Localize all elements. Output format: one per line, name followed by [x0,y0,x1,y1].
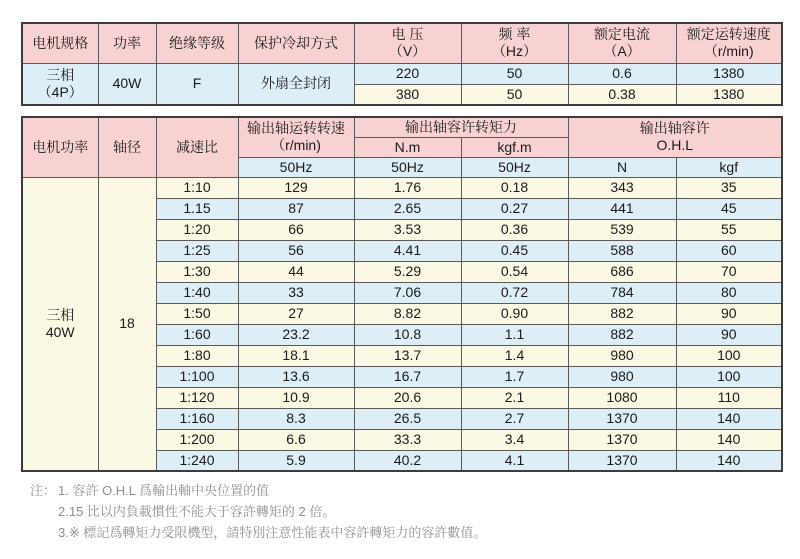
freq-50hz-nm-header: 50Hz [354,157,461,177]
reduction-ratio-cell: 1:80 [156,345,238,366]
output-speed-cell: 33 [238,282,354,303]
current-cell: 0.38 [568,84,676,105]
reduction-ratio-cell: 1:50 [156,303,238,324]
motor-spec-value: 三相 （4P） [22,63,98,105]
torque-kgfm-cell: 0.18 [461,177,568,198]
ohl-kgf-cell: 110 [676,387,782,408]
ohl-n-cell: 343 [568,177,676,198]
allowable-torque-header: 输出轴容许转矩力 [354,117,568,137]
ohl-kgf-cell: 140 [676,408,782,429]
torque-kgfm-cell: 1.4 [461,345,568,366]
reduction-ratio-cell: 1:120 [156,387,238,408]
motor-power-cell: 三相 40W [22,177,98,471]
ohl-kgf-cell: 60 [676,240,782,261]
output-speed-cell: 5.9 [238,450,354,471]
torque-nm-cell: 8.82 [354,303,461,324]
torque-kgfm-cell: 0.72 [461,282,568,303]
power-value: 40W [98,63,156,105]
torque-kgfm-cell: 1.7 [461,366,568,387]
gear-row [22,177,782,198]
torque-nm-cell: 20.6 [354,387,461,408]
output-speed-cell: 6.6 [238,429,354,450]
output-speed-cell: 56 [238,240,354,261]
ohl-n-cell: 1080 [568,387,676,408]
current-cell: 0.6 [568,63,676,84]
torque-kgfm-cell: 0.45 [461,240,568,261]
reduction-ratio-cell: 1:40 [156,282,238,303]
output-speed-header: 输出轴运转转速 （r/min) [238,117,354,157]
reduction-ratio-cell: 1:25 [156,240,238,261]
torque-kgfm-cell: 3.4 [461,429,568,450]
frequency-cell: 50 [461,84,568,105]
rated-speed-header: 额定运转速度 （r/min) [676,23,782,63]
reduction-ratio-header: 减速比 [156,117,238,177]
torque-kgfm-cell: 0.90 [461,303,568,324]
voltage-cell: 380 [354,84,461,105]
note-line-2: 2.15 比以内負載慣性不能大于容許轉矩的 2 倍。 [58,504,336,519]
reduction-ratio-cell: 1:20 [156,219,238,240]
ohl-kgf-cell: 90 [676,303,782,324]
output-speed-cell: 44 [238,261,354,282]
insulation-class-header: 绝缘等级 [156,23,238,63]
motor-header-row [22,23,782,63]
insulation-class-value: F [156,63,238,105]
torque-nm-cell: 3.53 [354,219,461,240]
rated-current-header: 额定电流 （A） [568,23,676,63]
gear-table-body [22,177,782,471]
reduction-ratio-cell: 1:240 [156,450,238,471]
output-speed-cell: 27 [238,303,354,324]
reduction-ratio-cell: 1:160 [156,408,238,429]
ohl-kgf-cell: 55 [676,219,782,240]
output-speed-cell: 13.6 [238,366,354,387]
reduction-ratio-cell: 1.15 [156,198,238,219]
reduction-ratio-cell: 1:200 [156,429,238,450]
voltage-cell: 220 [354,63,461,84]
torque-nm-cell: 26.5 [354,408,461,429]
frequency-cell: 50 [461,63,568,84]
note-line-1: 1. 容許 O.H.L 爲輸出軸中央位置的值 [58,483,270,498]
note-line-3: 3.※ 標記爲轉矩力受限機型，請特別注意性能表中容許轉矩力的容許數值。 [58,525,487,540]
output-speed-cell: 10.9 [238,387,354,408]
cooling-method-header: 保护冷却方式 [238,23,354,63]
motor-row-220v [22,63,782,84]
ohl-kgf-cell: 100 [676,366,782,387]
shaft-diameter-header: 轴径 [98,117,156,177]
ohl-n-cell: 882 [568,324,676,345]
torque-nm-cell: 33.3 [354,429,461,450]
output-speed-cell: 66 [238,219,354,240]
ohl-kgf-cell: 80 [676,282,782,303]
motor-power-header: 电机功率 [22,117,98,177]
ohl-kgf-cell: 35 [676,177,782,198]
ohl-kgf-cell: 140 [676,450,782,471]
ohl-n-cell: 980 [568,366,676,387]
torque-kgfm-cell: 2.7 [461,408,568,429]
gear-header-row-1 [22,117,782,137]
ohl-kgf-cell: 100 [676,345,782,366]
reduction-ratio-cell: 1:10 [156,177,238,198]
ohl-n-cell: 1370 [568,450,676,471]
notes-label: 注： [30,483,57,498]
output-speed-cell: 23.2 [238,324,354,345]
allowable-ohl-header: 输出轴容许 O.H.L [568,117,782,157]
torque-kgfm-cell: 2.1 [461,387,568,408]
ohl-kgf-cell: 90 [676,324,782,345]
output-speed-cell: 18.1 [238,345,354,366]
power-header: 功率 [98,23,156,63]
output-speed-cell: 87 [238,198,354,219]
output-speed-cell: 129 [238,177,354,198]
ohl-n-header: N [568,157,676,177]
gear-spec-table [21,116,783,472]
torque-nm-cell: 7.06 [354,282,461,303]
ohl-n-cell: 882 [568,303,676,324]
reduction-ratio-cell: 1:60 [156,324,238,345]
ohl-kgf-cell: 70 [676,261,782,282]
ohl-kgf-cell: 45 [676,198,782,219]
torque-nm-cell: 1.76 [354,177,461,198]
torque-kgfm-cell: 0.27 [461,198,568,219]
freq-50hz-speed-header: 50Hz [238,157,354,177]
ohl-n-cell: 588 [568,240,676,261]
torque-nm-cell: 13.7 [354,345,461,366]
torque-kgfm-cell: 4.1 [461,450,568,471]
ohl-kgf-cell: 140 [676,429,782,450]
ohl-n-cell: 539 [568,219,676,240]
motor-spec-header: 电机规格 [22,23,98,63]
torque-kgfm-cell: 0.54 [461,261,568,282]
frequency-header: 频 率 （Hz） [461,23,568,63]
output-speed-cell: 8.3 [238,408,354,429]
torque-kgfm-cell: 1.1 [461,324,568,345]
torque-nm-cell: 40.2 [354,450,461,471]
torque-kgfm-cell: 0.36 [461,219,568,240]
torque-nm-header: N.m [354,137,461,157]
cooling-method-value: 外扇全封闭 [238,63,354,105]
motor-spec-table [21,22,783,106]
speed-cell: 1380 [676,84,782,105]
ohl-n-cell: 980 [568,345,676,366]
torque-kgfm-header: kgf.m [461,137,568,157]
reduction-ratio-cell: 1:30 [156,261,238,282]
ohl-n-cell: 1370 [568,408,676,429]
torque-nm-cell: 5.29 [354,261,461,282]
ohl-n-cell: 784 [568,282,676,303]
shaft-diameter-cell: 18 [98,177,156,471]
notes-lines [58,480,800,543]
ohl-n-cell: 1370 [568,429,676,450]
torque-nm-cell: 16.7 [354,366,461,387]
freq-50hz-kgfm-header: 50Hz [461,157,568,177]
torque-nm-cell: 10.8 [354,324,461,345]
ohl-n-cell: 686 [568,261,676,282]
torque-nm-cell: 2.65 [354,198,461,219]
ohl-kgf-header: kgf [676,157,782,177]
reduction-ratio-cell: 1:100 [156,366,238,387]
ohl-n-cell: 441 [568,198,676,219]
torque-nm-cell: 4.41 [354,240,461,261]
notes-section [21,480,800,543]
voltage-header: 电 压 （V） [354,23,461,63]
speed-cell: 1380 [676,63,782,84]
